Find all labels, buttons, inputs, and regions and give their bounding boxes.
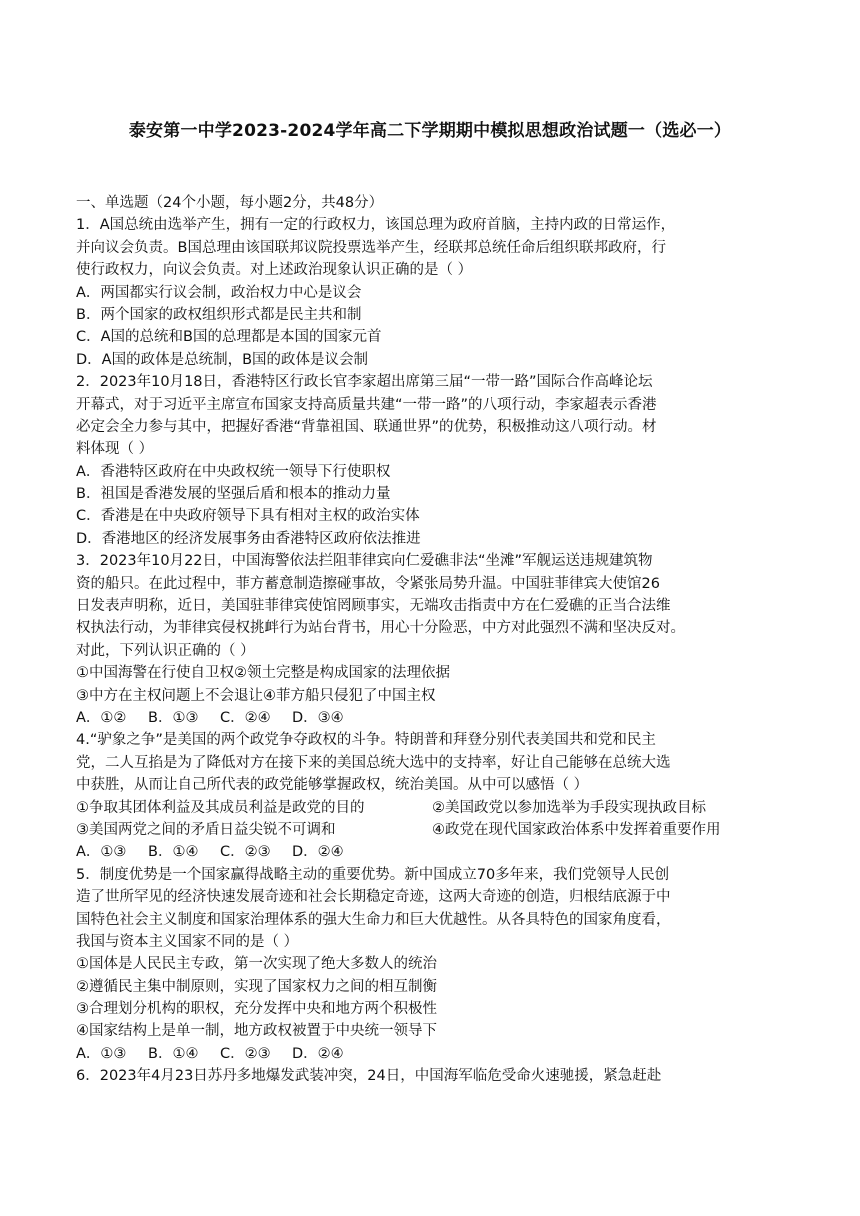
question-line: 4.“驴象之争”是美国的两个政党争夺政权的斗争。特朗普和拜登分别代表美国共和党和民主: [76, 732, 656, 749]
question-line: 必定会全力参与其中，把握好香港“背靠祖国、联通世界”的优势，积极推动这八项行动。材: [76, 418, 657, 435]
question-1: [76, 214, 786, 371]
statement-1: ①争取其团体利益及其成员利益是政党的目的: [76, 799, 365, 816]
option-c: C．香港是在中央政府领导下具有相对主权的政治实体: [76, 508, 420, 525]
question-line: 开幕式，对于习近平主席宣布国家支持高质量共建“一带一路”的八项行动，李家超表示香港: [76, 396, 657, 413]
statement-line: ①中国海警在行使自卫权②领土完整是构成国家的法理依据: [76, 665, 450, 682]
question-line: 我国与资本主义国家不同的是（ ）: [76, 933, 299, 950]
answer-options: [76, 1043, 786, 1065]
question-6: [76, 1065, 786, 1087]
option-a: A．①②: [76, 709, 127, 726]
option-a: A．香港特区政府在中央政权统一领导下行使职权: [76, 463, 391, 480]
option-b: B．①③: [148, 709, 199, 726]
option-c: C．②③: [220, 1045, 271, 1062]
question-line: 料体现（ ）: [76, 441, 154, 458]
option-d: D．②④: [292, 844, 344, 861]
option-c: C．②③: [220, 844, 271, 861]
question-line: 使行政权力，向议会负责。对上述政治现象认识正确的是（ ）: [76, 262, 473, 279]
option-b: B．祖国是香港发展的坚强后盾和根本的推动力量: [76, 486, 391, 503]
question-line: 中获胜，从而让自己所代表的政党能够掌握政权，统治美国。从中可以感悟（ ）: [76, 777, 589, 794]
document-body: [76, 192, 786, 1088]
option-d: D．香港地区的经济发展事务由香港特区政府依法推进: [76, 530, 421, 547]
question-line: 3．2023年10月22日，中国海警依法拦阻菲律宾向仁爱礁非法“坐滩”军舰运送违规建筑物: [76, 553, 653, 570]
question-line: 6．2023年4月23日苏丹多地爆发武装冲突，24日，中国海军临危受命火速驰援，紧急赶赴: [76, 1068, 662, 1085]
option-b: B．两个国家的政权组织形式都是民主共和制: [76, 306, 362, 323]
question-line: 5．制度优势是一个国家赢得战略主动的重要优势。新中国成立70多年来，我们党领导人民创: [76, 866, 670, 883]
question-4: [76, 729, 786, 863]
question-line: 2．2023年10月18日，香港特区行政长官李家超出席第三届“一带一路”国际合作高峰论坛: [76, 374, 653, 391]
question-line: 权执法行动，为菲律宾侵权挑衅行为站台背书，用心十分险恶，中方对此强烈不满和坚决反对。: [76, 620, 685, 637]
option-c: C．②④: [220, 709, 271, 726]
option-d: D．③④: [292, 709, 344, 726]
question-3: [76, 550, 786, 729]
statement-3: ③美国两党之间的矛盾日益尖锐不可调和: [76, 821, 336, 838]
question-line: 并向议会负责。B国总理由该国联邦议院投票选举产生，经联邦总统任命后组织联邦政府，行: [76, 239, 666, 256]
option-a: A．两国都实行议会制，政治权力中心是议会: [76, 284, 362, 301]
option-a: A．①③: [76, 844, 127, 861]
question-line: 党，二人互掐是为了降低对方在接下来的美国总统大选中的支持率，好让自己能够在总统大选: [76, 754, 671, 771]
statement-2: ②美国政党以参加选举为手段实现执政目标: [432, 799, 706, 816]
statement-line: ③合理划分机构的职权，充分发挥中央和地方两个积极性: [76, 1001, 437, 1018]
statement-line: ②遵循民主集中制原则，实现了国家权力之间的相互制衡: [76, 978, 437, 995]
question-line: 日发表声明称，近日，美国驻菲律宾使馆罔顾事实，无端攻击指责中方在仁爱礁的正当合法维: [76, 598, 671, 615]
option-b: B．①④: [148, 844, 199, 861]
statement-line: ③中方在主权问题上不会退让④菲方船只侵犯了中国主权: [76, 687, 436, 704]
option-d: D．A国的政体是总统制，B国的政体是议会制: [76, 351, 369, 368]
option-d: D．②④: [292, 1045, 344, 1062]
statement-line: ④国家结构上是单一制，地方政权被置于中央统一领导下: [76, 1023, 437, 1040]
statement-row: [76, 797, 786, 819]
section-heading: 一、单选题（24个小题，每小题2分，共48分）: [76, 195, 384, 211]
question-line: 1．A国总统由选举产生，拥有一定的行政权力，该国总理为政府首脑，主持内政的日常运作，: [76, 217, 676, 234]
option-a: A．①③: [76, 1045, 127, 1062]
statement-4: ④政党在现代国家政治体系中发挥着重要作用: [432, 821, 721, 838]
option-b: B．①④: [148, 1045, 199, 1062]
question-2: [76, 371, 786, 550]
statement-line: ①国体是人民民主专政，第一次实现了绝大多数人的统治: [76, 956, 437, 973]
question-line: 国特色社会主义制度和国家治理体系的强大生命力和巨大优越性。从各具特色的国家角度看，: [76, 911, 671, 928]
statement-row: [76, 819, 786, 841]
answer-options: [76, 707, 786, 729]
question-line: 造了世所罕见的经济快速发展奇迹和社会长期稳定奇迹，这两大奇迹的创造，归根结底源于中: [76, 889, 671, 906]
question-line: 资的船只。在此过程中，菲方蓄意制造擦碰事故，令紧张局势升温。中国驻菲律宾大使馆26: [76, 575, 660, 592]
question-5: [76, 864, 786, 1066]
question-line: 对此，下列认识正确的（ ）: [76, 642, 255, 659]
answer-options: [76, 841, 786, 863]
option-c: C．A国的总统和B国的总理都是本国的国家元首: [76, 329, 382, 346]
page-title: 泰安第一中学2023-2024学年高二下学期期中模拟思想政治试题一（选必一）: [128, 121, 732, 141]
